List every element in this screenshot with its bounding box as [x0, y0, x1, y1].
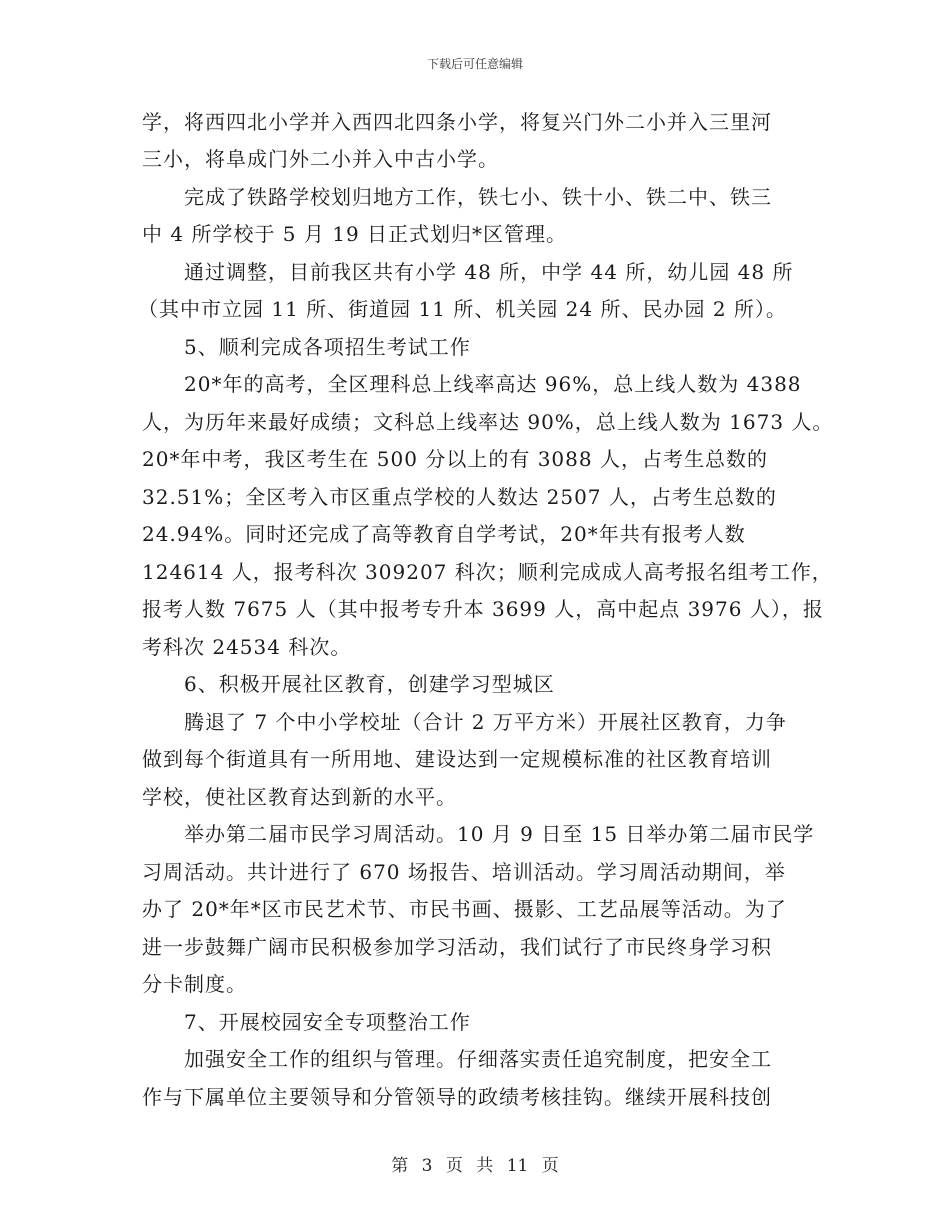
- body-line: 24.94%。同时还完成了高等教育自学考试，20*年共有报考人数: [142, 522, 746, 546]
- section-heading: 6、积极开展社区教育，创建学习型城区: [184, 672, 555, 696]
- page-total-prefix: 共: [476, 1156, 494, 1176]
- page-footer: [0, 1151, 950, 1176]
- page-current-number: 3: [421, 1156, 433, 1176]
- body-line: 人，为历年来最好成绩；文科总上线率达 90%，总上线人数为 1673 人。: [142, 410, 834, 434]
- body-line: 三小，将阜成门外二小并入中古小学。: [142, 147, 499, 171]
- body-line: 124614 人，报考科次 309207 科次；顺利完成成人高考报名组考工作，: [142, 560, 833, 584]
- body-line: 学，将西四北小学并入西四北四条小学，将复兴门外二小并入三里河: [142, 110, 772, 134]
- body-line: 腾退了 7 个中小学校址（合计 2 万平方米）开展社区教育，力争: [184, 710, 787, 734]
- body-line: 作与下属单位主要领导和分管领导的政绩考核挂钩。继续开展科技创: [142, 1085, 772, 1109]
- body-line: 完成了铁路学校划归地方工作，铁七小、铁十小、铁二中、铁三: [184, 185, 772, 209]
- body-line: 中 4 所学校于 5 月 19 日正式划归*区管理。: [142, 222, 568, 246]
- body-line: 习周活动。共计进行了 670 场报告、培训活动。学习周活动期间，举: [142, 860, 786, 884]
- page-label-prefix: 第: [391, 1156, 409, 1176]
- body-line: 报考人数 7675 人（其中报考专升本 3699 人，高中起点 3976 人），报: [142, 597, 824, 621]
- section-heading: 7、开展校园安全专项整治工作: [184, 1010, 471, 1034]
- body-line: 加强安全工作的组织与管理。仔细落实责任追究制度，把安全工: [184, 1047, 772, 1071]
- body-line: 分卡制度。: [142, 972, 247, 996]
- body-line: 举办第二届市民学习周活动。10 月 9 日至 15 日举办第二届市民学: [184, 822, 815, 846]
- body-line: 32.51%；全区考入市区重点学校的人数达 2507 人，占考生总数的: [142, 485, 777, 509]
- body-line: 20*年的高考，全区理科总上线率高达 96%，总上线人数为 4388: [184, 372, 802, 396]
- body-line: 20*年中考，我区考生在 500 分以上的有 3088 人，占考生总数的: [142, 447, 768, 471]
- page-label-mid: 页: [445, 1156, 463, 1176]
- section-heading: 5、顺利完成各项招生考试工作: [184, 335, 471, 359]
- page-label-suffix: 页: [541, 1156, 559, 1176]
- body-line: 考科次 24534 科次。: [142, 635, 352, 659]
- body-line: 进一步鼓舞广阔市民积极参加学习活动，我们试行了市民终身学习积: [142, 935, 772, 959]
- body-line: 通过调整，目前我区共有小学 48 所，中学 44 所，幼儿园 48 所: [184, 260, 794, 284]
- page-total-number: 11: [506, 1156, 529, 1176]
- body-line: 学校，使社区教育达到新的水平。: [142, 785, 457, 809]
- body-line: （其中市立园 11 所、街道园 11 所、机关园 24 所、民办园 2 所）。: [138, 297, 787, 321]
- body-line: 办了 20*年*区市民艺术节、市民书画、摄影、工艺品展等活动。为了: [142, 897, 787, 921]
- header-note: 下载后可任意编辑: [426, 57, 523, 71]
- body-line: 做到每个街道具有一所用地、建设达到一定规模标准的社区教育培训: [142, 747, 772, 771]
